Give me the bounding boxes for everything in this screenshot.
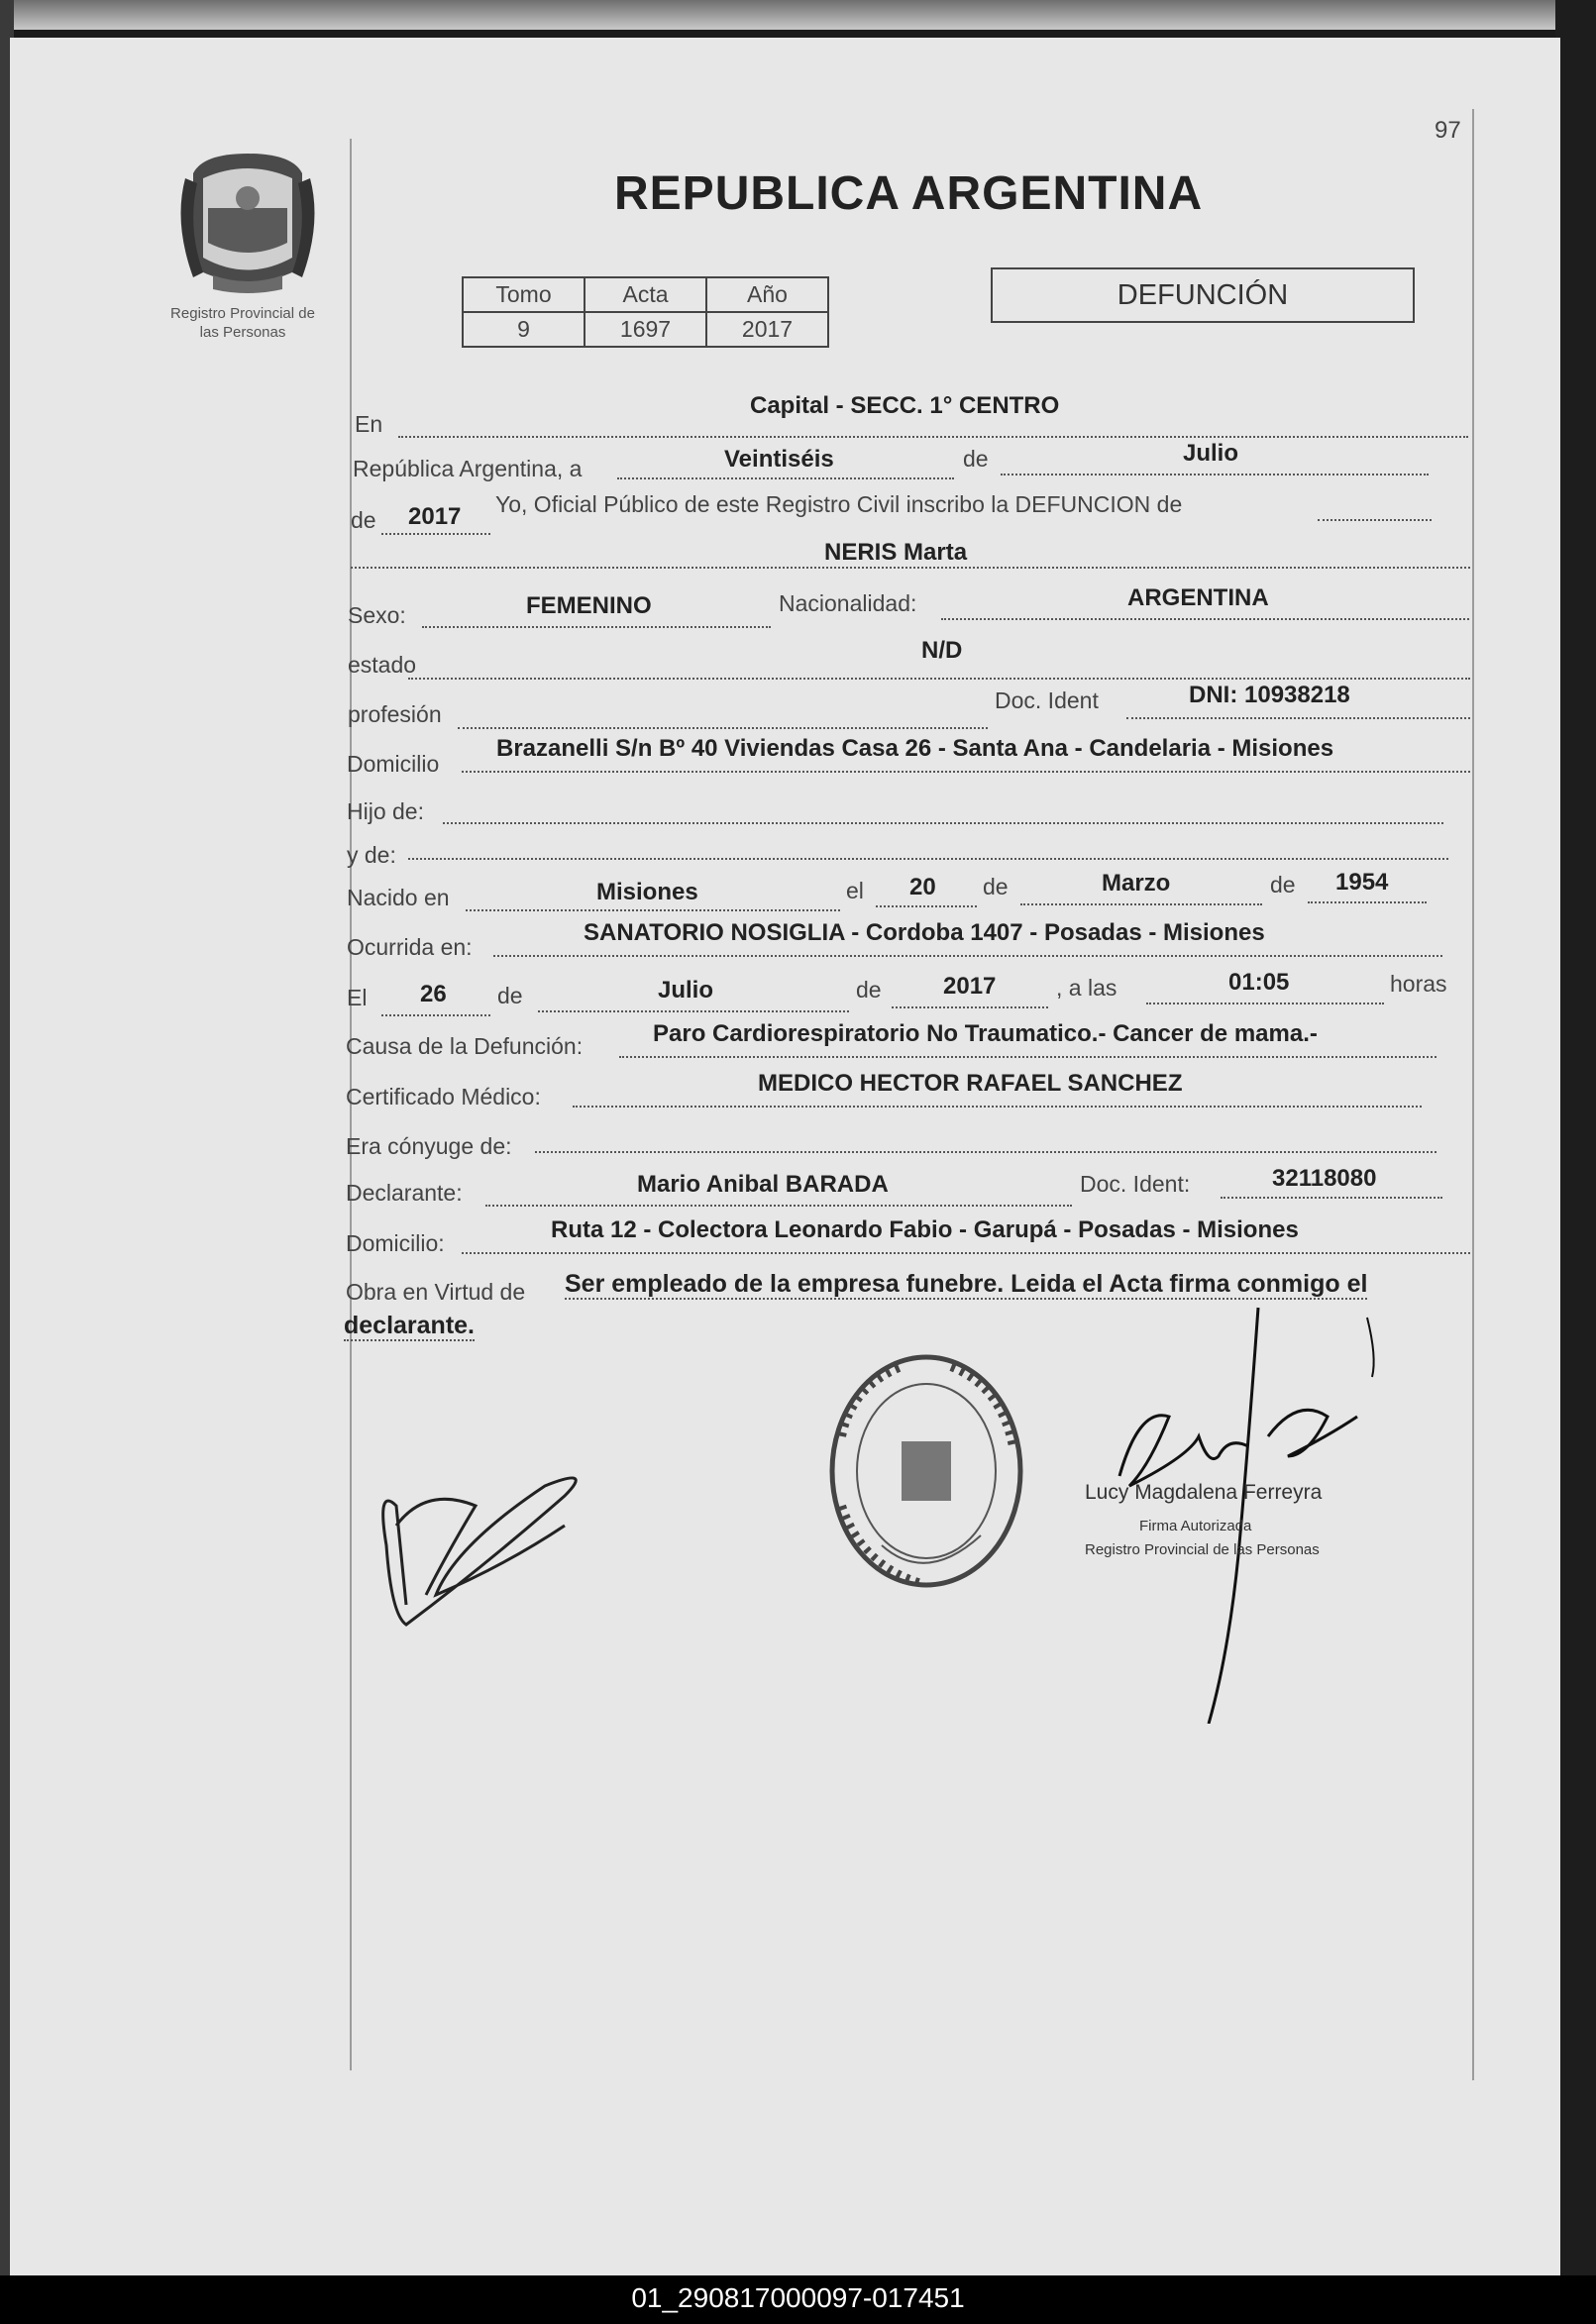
nac-anio-value: 1954 xyxy=(1335,869,1389,896)
dots-estado xyxy=(408,678,1470,680)
dots-def-mes xyxy=(538,1010,849,1012)
anio-header: Año xyxy=(706,277,828,312)
file-id: 01_290817000097-017451 xyxy=(631,2282,965,2313)
declarant-signature xyxy=(367,1446,614,1644)
causa-value: Paro Cardiorespiratorio No Traumatico.- Cancer de mama.- xyxy=(653,1020,1318,1047)
official-seal-stamp xyxy=(822,1347,1030,1595)
dots-profesion xyxy=(458,727,988,729)
label-doc-ident: Doc. Ident xyxy=(995,687,1099,713)
label-profesion: profesión xyxy=(348,701,442,727)
label-a-las: , a las xyxy=(1056,975,1117,1001)
label-conyuge: Era cónyuge de: xyxy=(346,1133,512,1159)
label-horas: horas xyxy=(1390,971,1447,997)
document-title: REPUBLICA ARGENTINA xyxy=(614,167,1204,220)
record-type-box: DEFUNCIÓN xyxy=(991,267,1415,323)
label-el: el xyxy=(846,878,864,903)
scan-top-edge xyxy=(0,0,1596,30)
def-hora-value: 01:05 xyxy=(1228,969,1290,996)
label-domicilio-declarante: Domicilio: xyxy=(346,1230,445,1256)
acta-header: Acta xyxy=(585,277,706,312)
label-nacionalidad: Nacionalidad: xyxy=(779,590,917,616)
def-dia-value: 26 xyxy=(420,981,447,1007)
label-causa: Causa de la Defunción: xyxy=(346,1033,584,1059)
dots-sexo xyxy=(422,626,771,628)
obra-line2: declarante. xyxy=(344,1312,476,1339)
dots-domicilio xyxy=(462,771,1470,773)
obra-en-virtud-value-2 xyxy=(344,1306,475,1345)
label-sexo: Sexo: xyxy=(348,602,406,628)
provincial-crest-icon xyxy=(173,149,322,297)
dots-nombre xyxy=(351,567,1470,569)
nac-mes-value: Marzo xyxy=(1102,870,1171,897)
registry-caption-line1: Registro Provincial de xyxy=(170,305,315,322)
declarante-doc-value: 32118080 xyxy=(1272,1165,1377,1192)
dots-hijo-de xyxy=(443,822,1443,824)
official-name: Lucy Magdalena Ferreyra xyxy=(1085,1481,1323,1504)
nac-dia-value: 20 xyxy=(909,874,936,900)
label-de-def-2: de xyxy=(856,977,882,1003)
anio-registro-value: 2017 xyxy=(408,503,462,530)
label-ocurrida-en: Ocurrida en: xyxy=(347,934,473,960)
registry-caption xyxy=(149,304,337,342)
nombre-value: NERIS Marta xyxy=(824,539,968,566)
estado-value: N/D xyxy=(921,637,963,664)
label-el-cap: El xyxy=(347,985,368,1010)
dots-nac-anio xyxy=(1308,901,1427,903)
dots-def-hora xyxy=(1146,1003,1384,1004)
label-domicilio: Domicilio xyxy=(347,751,440,777)
declarante-value: Mario Anibal BARADA xyxy=(637,1171,889,1198)
registry-table xyxy=(462,276,829,348)
dots-y-de xyxy=(408,858,1448,860)
label-doc-ident-declarante: Doc. Ident: xyxy=(1080,1171,1191,1197)
certificado-value: MEDICO HECTOR RAFAEL SANCHEZ xyxy=(758,1070,1183,1097)
domicilio-value: Brazanelli S/n Bº 40 Viviendas Casa 26 - Santa Ana - Candelaria - Misiones xyxy=(496,735,1334,762)
dots-nacido-en xyxy=(466,909,840,911)
label-de-def-1: de xyxy=(497,983,523,1008)
dots-dia xyxy=(617,477,954,479)
lugar-value: Capital - SECC. 1° CENTRO xyxy=(750,392,1060,419)
dots-def-dia xyxy=(381,1014,490,1016)
dots-doc-ident xyxy=(1126,717,1470,719)
page-number: 97 xyxy=(1435,117,1461,144)
label-yo-oficial: Yo, Oficial Público de este Registro Civil inscribo la DEFUNCION de xyxy=(495,491,1183,517)
doc-ident-value: DNI: 10938218 xyxy=(1189,682,1350,708)
dots-nac-mes xyxy=(1020,903,1262,905)
dots-mes xyxy=(1001,474,1429,475)
label-nacido-en: Nacido en xyxy=(347,885,450,910)
dots-certificado xyxy=(573,1106,1422,1108)
sexo-value: FEMENINO xyxy=(526,592,652,619)
label-hijo-de: Hijo de: xyxy=(347,798,424,824)
label-declarante: Declarante: xyxy=(346,1180,463,1206)
official-title: Firma Autorizada xyxy=(1139,1518,1252,1534)
dots-causa xyxy=(619,1056,1436,1058)
label-republica: República Argentina, a xyxy=(353,456,583,481)
tomo-header: Tomo xyxy=(463,277,585,312)
def-anio-value: 2017 xyxy=(943,973,997,1000)
registry-caption-line2: las Personas xyxy=(199,324,286,341)
label-certificado: Certificado Médico: xyxy=(346,1084,541,1109)
ocurrida-en-value: SANATORIO NOSIGLIA - Cordoba 1407 - Posadas - Misiones xyxy=(584,919,1265,946)
dots-yo-oficial xyxy=(1318,519,1432,521)
scan-right-edge xyxy=(1555,0,1596,2278)
official-org: Registro Provincial de las Personas xyxy=(1085,1541,1320,1558)
label-de-2: de xyxy=(351,507,376,533)
dots-domicilio-declarante xyxy=(462,1252,1470,1254)
label-estado: estado xyxy=(348,652,417,678)
nacido-en-value: Misiones xyxy=(596,879,698,905)
dots-en xyxy=(398,436,1468,438)
obra-line1: Ser empleado de la empresa funebre. Leida el Acta firma conmigo el xyxy=(565,1270,1368,1298)
mes-registro-value: Julio xyxy=(1183,440,1239,467)
declarante-domicilio-value: Ruta 12 - Colectora Leonardo Fabio - Garupá - Posadas - Misiones xyxy=(551,1216,1299,1243)
tomo-value: 9 xyxy=(463,312,585,347)
dots-conyuge xyxy=(535,1151,1436,1153)
nacionalidad-value: ARGENTINA xyxy=(1127,584,1269,611)
dots-anio xyxy=(381,533,490,535)
dia-registro-value: Veintiséis xyxy=(724,446,834,473)
dots-nacionalidad xyxy=(941,618,1469,620)
dots-declarante-doc xyxy=(1221,1197,1442,1199)
label-de-nac-1: de xyxy=(983,874,1009,899)
label-obra: Obra en Virtud de xyxy=(346,1279,526,1305)
certificate-paper xyxy=(10,38,1560,2278)
dots-declarante xyxy=(485,1205,1072,1207)
official-signature xyxy=(1100,1298,1397,1724)
acta-value: 1697 xyxy=(585,312,706,347)
label-y-de: y de: xyxy=(347,842,396,868)
label-de-nac-2: de xyxy=(1270,872,1296,898)
anio-value: 2017 xyxy=(706,312,828,347)
label-de-1: de xyxy=(963,446,989,472)
dots-def-anio xyxy=(892,1006,1048,1008)
label-en: En xyxy=(355,411,383,437)
def-mes-value: Julio xyxy=(658,977,714,1004)
dots-ocurrida-en xyxy=(493,955,1442,957)
dots-nac-dia xyxy=(876,905,977,907)
right-margin-line xyxy=(1472,109,1474,2080)
